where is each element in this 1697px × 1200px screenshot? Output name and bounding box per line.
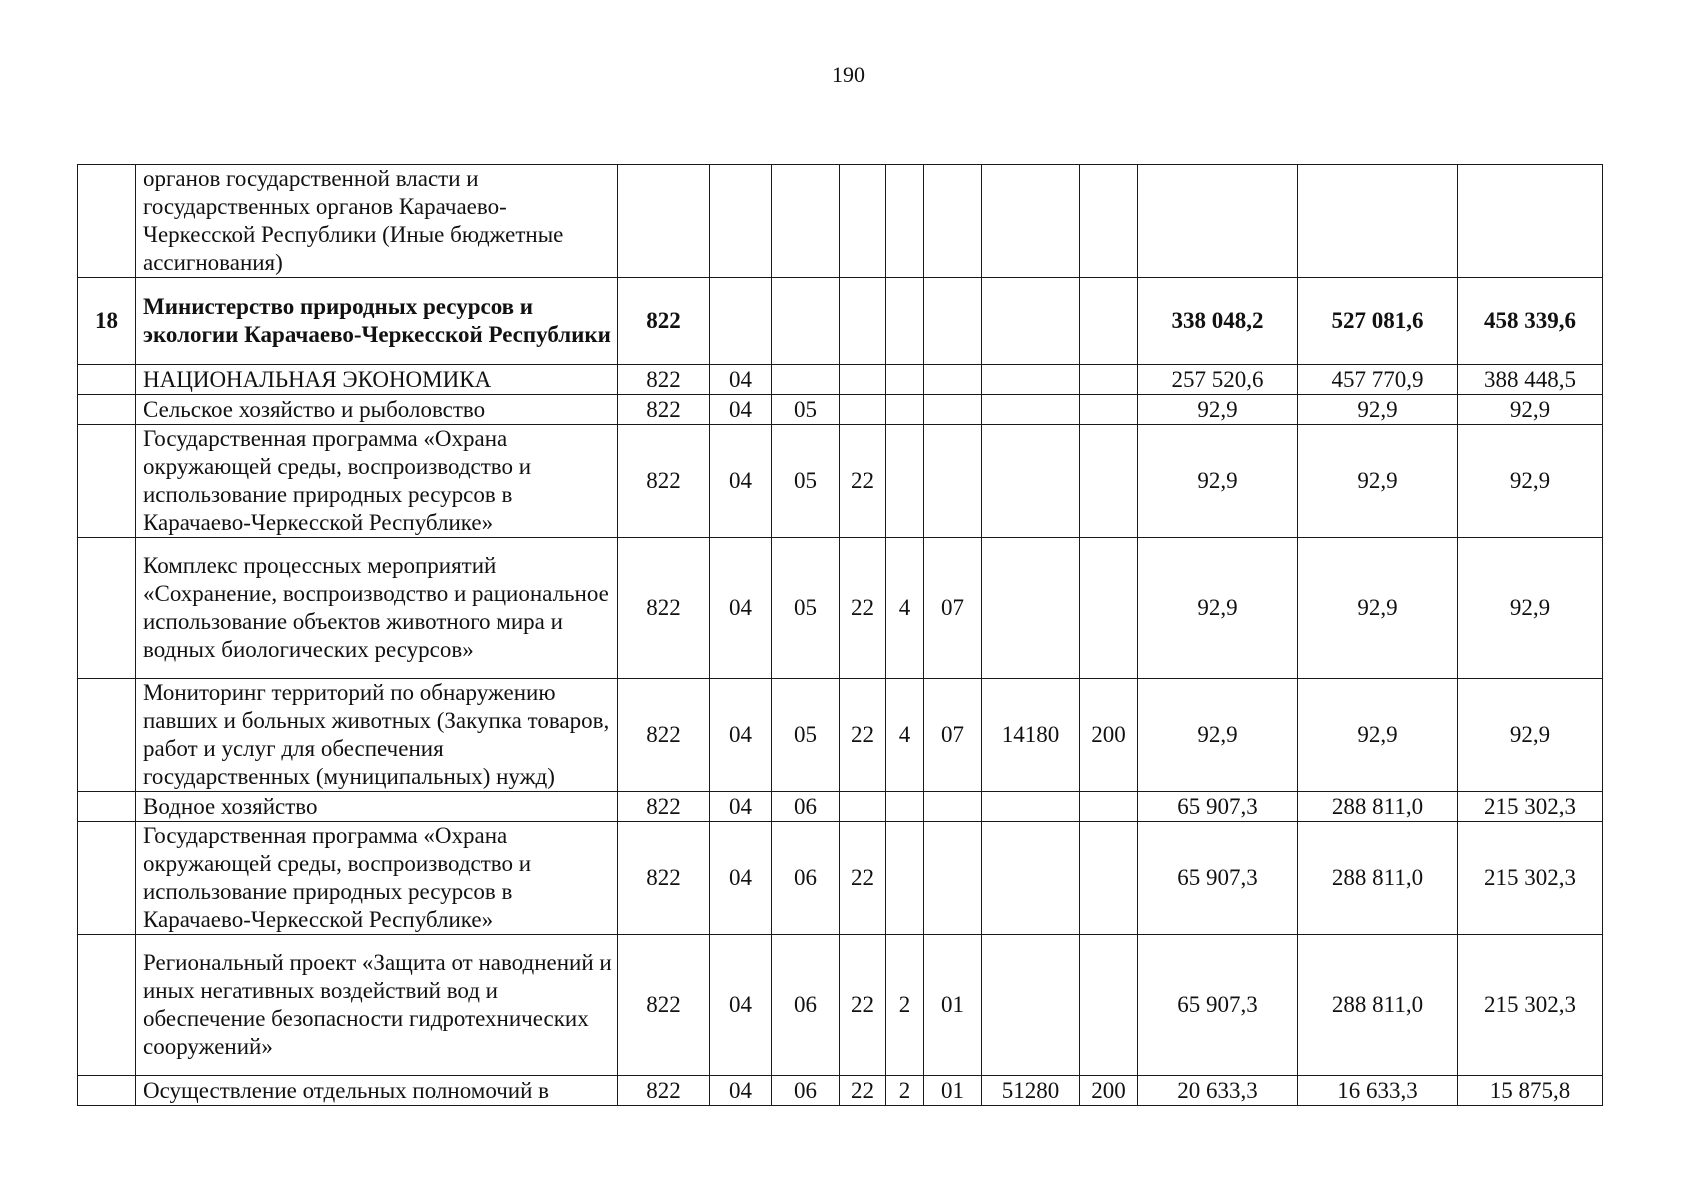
cell-code-1: 22: [840, 425, 886, 538]
table-row: [78, 425, 1603, 538]
cell-expense-type: [1080, 365, 1138, 395]
cell-section: 04: [710, 1076, 772, 1106]
row-name: Государственная программа «Охрана окружающей среды, воспроизводство и использование природных ресурсов в Карачаево-Черкесской Республике»: [136, 425, 618, 538]
page-number: 190: [832, 62, 865, 87]
cell-amount-3: 215 302,3: [1458, 792, 1603, 822]
cell-code-4: [982, 935, 1080, 1076]
row-name: Комплекс процессных мероприятий «Сохранение, воспроизводство и рациональное использование объектов животного мира и водных биологических ресурсов»: [136, 538, 618, 679]
row-name: Сельское хозяйство и рыболовство: [136, 395, 618, 425]
cell-amount-3: [1458, 165, 1603, 278]
cell-amount-1: 65 907,3: [1138, 792, 1298, 822]
table-row: [78, 538, 1603, 679]
row-number: [78, 365, 136, 395]
row-number: [78, 165, 136, 278]
cell-section: 04: [710, 365, 772, 395]
cell-subsection: 06: [772, 1076, 840, 1106]
row-number: [78, 935, 136, 1076]
cell-expense-type: [1080, 165, 1138, 278]
row-name: Водное хозяйство: [136, 792, 618, 822]
cell-section: 04: [710, 425, 772, 538]
cell-code-3: [924, 278, 982, 365]
table-row: [78, 395, 1603, 425]
cell-grbs: [618, 165, 710, 278]
cell-amount-1: 65 907,3: [1138, 822, 1298, 935]
budget-table: [77, 164, 1603, 1106]
cell-code-4: [982, 425, 1080, 538]
cell-code-2: [886, 822, 924, 935]
cell-section: 04: [710, 679, 772, 792]
row-number: [78, 395, 136, 425]
cell-subsection: [772, 278, 840, 365]
cell-subsection: 05: [772, 425, 840, 538]
cell-amount-1: 92,9: [1138, 679, 1298, 792]
cell-code-3: [924, 822, 982, 935]
cell-expense-type: [1080, 822, 1138, 935]
cell-code-4: [982, 278, 1080, 365]
cell-code-1: 22: [840, 538, 886, 679]
cell-code-1: [840, 365, 886, 395]
cell-subsection: 06: [772, 822, 840, 935]
cell-code-2: [886, 278, 924, 365]
cell-section: 04: [710, 792, 772, 822]
cell-code-3: [924, 165, 982, 278]
cell-expense-type: 200: [1080, 679, 1138, 792]
cell-code-3: [924, 425, 982, 538]
cell-code-4: [982, 395, 1080, 425]
cell-code-4: [982, 792, 1080, 822]
cell-expense-type: 200: [1080, 1076, 1138, 1106]
cell-expense-type: [1080, 395, 1138, 425]
cell-code-1: 22: [840, 935, 886, 1076]
row-number: [78, 1076, 136, 1106]
row-name: Мониторинг территорий по обнаружению павших и больных животных (Закупка товаров, работ и услуг для обеспечения государственных (муниципальных) нужд): [136, 679, 618, 792]
table-row: [78, 278, 1603, 365]
cell-code-3: [924, 395, 982, 425]
cell-section: 04: [710, 935, 772, 1076]
cell-amount-2: 457 770,9: [1298, 365, 1458, 395]
cell-expense-type: [1080, 425, 1138, 538]
cell-code-1: [840, 792, 886, 822]
row-name: Министерство природных ресурсов и экологии Карачаево-Черкесской Республики: [136, 278, 618, 365]
cell-grbs: 822: [618, 365, 710, 395]
cell-expense-type: [1080, 278, 1138, 365]
cell-amount-3: 92,9: [1458, 679, 1603, 792]
cell-amount-3: 15 875,8: [1458, 1076, 1603, 1106]
cell-code-2: [886, 395, 924, 425]
cell-code-4: [982, 538, 1080, 679]
row-number: 18: [78, 278, 136, 365]
cell-amount-1: 92,9: [1138, 395, 1298, 425]
cell-grbs: 822: [618, 935, 710, 1076]
cell-code-4: [982, 365, 1080, 395]
cell-code-1: 22: [840, 1076, 886, 1106]
cell-section: 04: [710, 395, 772, 425]
cell-code-4: 51280: [982, 1076, 1080, 1106]
table-row: [78, 679, 1603, 792]
cell-section: 04: [710, 538, 772, 679]
cell-amount-2: 288 811,0: [1298, 935, 1458, 1076]
cell-amount-3: 215 302,3: [1458, 935, 1603, 1076]
row-name: Государственная программа «Охрана окружающей среды, воспроизводство и использование природных ресурсов в Карачаево-Черкесской Республике»: [136, 822, 618, 935]
cell-amount-1: 65 907,3: [1138, 935, 1298, 1076]
cell-amount-3: 92,9: [1458, 538, 1603, 679]
cell-amount-1: 92,9: [1138, 425, 1298, 538]
cell-code-2: [886, 792, 924, 822]
cell-code-2: [886, 165, 924, 278]
table-row: [78, 1076, 1603, 1106]
table-row: [78, 365, 1603, 395]
cell-amount-2: 92,9: [1298, 395, 1458, 425]
cell-amount-2: 92,9: [1298, 679, 1458, 792]
cell-section: 04: [710, 822, 772, 935]
cell-code-4: [982, 822, 1080, 935]
cell-code-1: 22: [840, 822, 886, 935]
cell-code-4: [982, 165, 1080, 278]
row-number: [78, 538, 136, 679]
row-name: НАЦИОНАЛЬНАЯ ЭКОНОМИКА: [136, 365, 618, 395]
cell-amount-2: 16 633,3: [1298, 1076, 1458, 1106]
cell-grbs: 822: [618, 679, 710, 792]
cell-code-3: 07: [924, 538, 982, 679]
cell-grbs: 822: [618, 1076, 710, 1106]
cell-amount-3: 92,9: [1458, 425, 1603, 538]
cell-code-3: 01: [924, 935, 982, 1076]
cell-amount-2: 527 081,6: [1298, 278, 1458, 365]
cell-amount-3: 458 339,6: [1458, 278, 1603, 365]
cell-amount-2: [1298, 165, 1458, 278]
cell-code-2: 4: [886, 679, 924, 792]
cell-amount-1: 257 520,6: [1138, 365, 1298, 395]
cell-amount-2: 92,9: [1298, 538, 1458, 679]
cell-code-1: [840, 165, 886, 278]
cell-amount-2: 288 811,0: [1298, 792, 1458, 822]
cell-subsection: 05: [772, 538, 840, 679]
cell-subsection: 05: [772, 679, 840, 792]
row-number: [78, 679, 136, 792]
cell-amount-2: 92,9: [1298, 425, 1458, 538]
table-row: [78, 822, 1603, 935]
cell-code-3: [924, 792, 982, 822]
cell-code-2: [886, 425, 924, 538]
cell-grbs: 822: [618, 278, 710, 365]
cell-grbs: 822: [618, 538, 710, 679]
cell-grbs: 822: [618, 395, 710, 425]
cell-amount-3: 215 302,3: [1458, 822, 1603, 935]
cell-expense-type: [1080, 792, 1138, 822]
cell-amount-1: 20 633,3: [1138, 1076, 1298, 1106]
table-row: [78, 792, 1603, 822]
cell-section: [710, 278, 772, 365]
cell-amount-1: [1138, 165, 1298, 278]
cell-code-4: 14180: [982, 679, 1080, 792]
cell-expense-type: [1080, 935, 1138, 1076]
row-number: [78, 822, 136, 935]
cell-section: [710, 165, 772, 278]
cell-grbs: 822: [618, 822, 710, 935]
cell-subsection: [772, 365, 840, 395]
cell-code-2: [886, 365, 924, 395]
cell-grbs: 822: [618, 792, 710, 822]
cell-code-1: [840, 395, 886, 425]
cell-amount-2: 288 811,0: [1298, 822, 1458, 935]
cell-code-2: 2: [886, 935, 924, 1076]
row-name: Региональный проект «Защита от наводнений и иных негативных воздействий вод и обеспечение безопасности гидротехнических сооружений»: [136, 935, 618, 1076]
table-row: [78, 935, 1603, 1076]
cell-subsection: 06: [772, 935, 840, 1076]
row-number: [78, 425, 136, 538]
cell-subsection: 06: [772, 792, 840, 822]
cell-code-3: 01: [924, 1076, 982, 1106]
cell-code-2: 4: [886, 538, 924, 679]
table-row: [78, 165, 1603, 278]
cell-amount-1: 92,9: [1138, 538, 1298, 679]
cell-grbs: 822: [618, 425, 710, 538]
row-number: [78, 792, 136, 822]
cell-subsection: 05: [772, 395, 840, 425]
cell-expense-type: [1080, 538, 1138, 679]
cell-code-1: 22: [840, 679, 886, 792]
cell-code-1: [840, 278, 886, 365]
cell-amount-3: 92,9: [1458, 395, 1603, 425]
cell-amount-3: 388 448,5: [1458, 365, 1603, 395]
cell-amount-1: 338 048,2: [1138, 278, 1298, 365]
cell-code-2: 2: [886, 1076, 924, 1106]
cell-subsection: [772, 165, 840, 278]
cell-code-3: [924, 365, 982, 395]
row-name: органов государственной власти и государственных органов Карачаево-Черкесской Республики (Иные бюджетные ассигнования): [136, 165, 618, 278]
row-name: Осуществление отдельных полномочий в: [136, 1076, 618, 1106]
cell-code-3: 07: [924, 679, 982, 792]
